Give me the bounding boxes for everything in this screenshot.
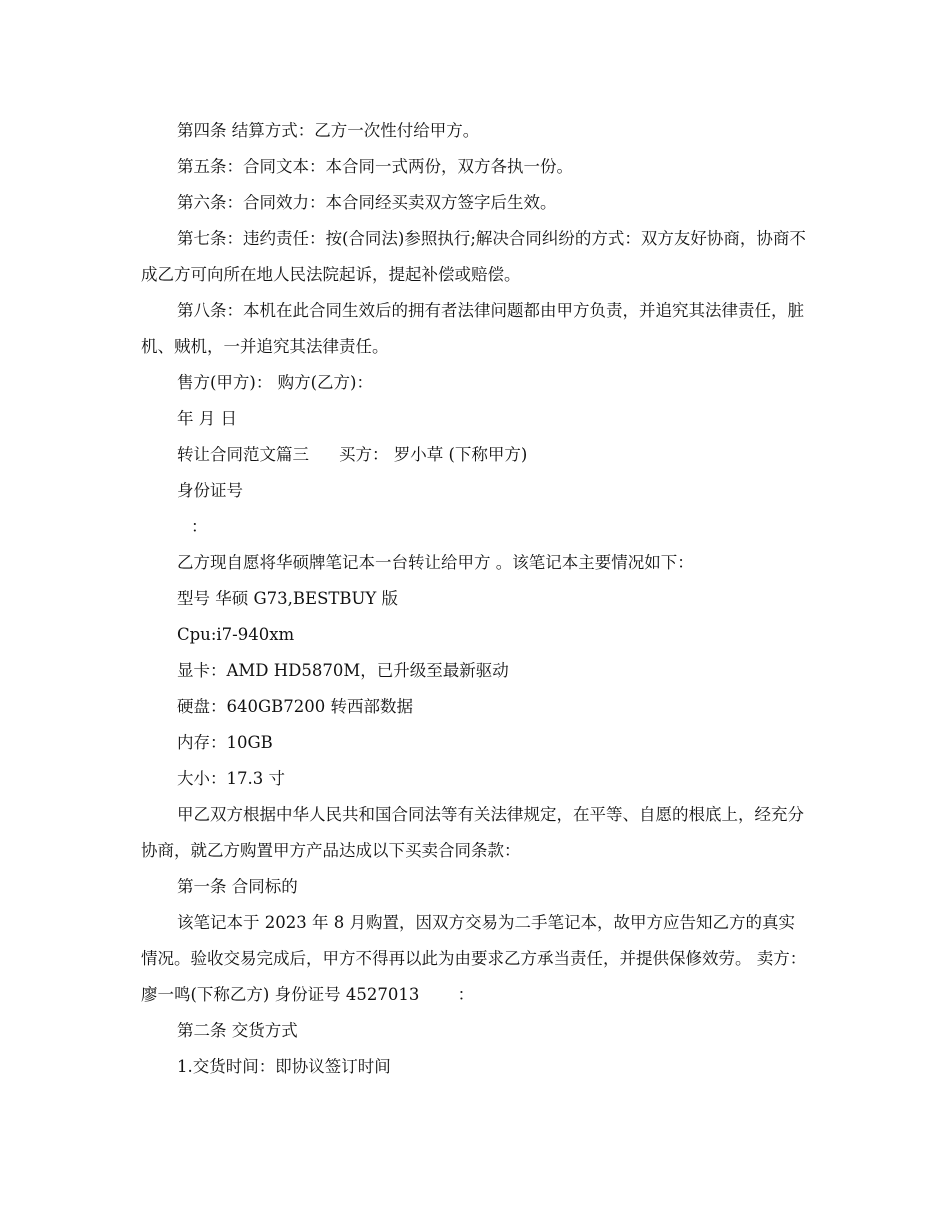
- contract-3-header: [141, 437, 811, 473]
- signature-line: 售方(甲方)： 购方(乙方)：: [177, 373, 373, 392]
- article-6: 第六条：合同效力：本合同经买卖双方签字后生效。: [177, 193, 557, 212]
- article-5: 第五条：合同文本：本合同一式两份，双方各执一份。: [177, 157, 573, 176]
- contract-3-title: 转让合同范文篇三: [177, 445, 309, 464]
- spec-ram: 内存：10GB: [177, 733, 273, 752]
- article-8: 第八条：本机在此合同生效后的拥有者法律问题都由甲方负责，并追究其法律责任，脏机、贼机，一并追究其法律责任。: [141, 301, 804, 356]
- article-1-heading: 第一条 合同标的: [177, 877, 298, 896]
- spec-disk: 硬盘：640GB7200 转西部数据: [177, 697, 414, 716]
- delivery-time: 1.交货时间：即协议签订时间: [177, 1057, 391, 1076]
- document-body: [141, 113, 811, 1085]
- spec-model: 型号 华硕 G73,BESTBUY 版: [177, 589, 399, 608]
- article-2-heading: 第二条 交货方式: [177, 1021, 298, 1040]
- buyer-line: 买方： 罗小草 (下称甲方): [339, 445, 528, 464]
- spec-gpu: 显卡：AMD HD5870M，已升级至最新驱动: [177, 661, 509, 680]
- subject-paragraph: 该笔记本于 2023 年 8 月购置，因双方交易为二手笔记本，故甲方应告知乙方的真实情况。验收交易完成后，甲方不得再以此为由要求乙方承当责任，并提供保修效劳。 卖方： 廖一鸣(下称乙方) 身份证号 4527013 ：: [141, 913, 812, 1004]
- article-7: 第七条：违约责任：按(合同法)参照执行;解决合同纠纷的方式：双方友好协商，协商不成乙方可向所在地人民法院起诉，提起补偿或赔偿。: [141, 229, 806, 284]
- id-number-colon: ：: [191, 517, 208, 536]
- date-line: 年 月 日: [177, 409, 237, 428]
- article-4: 第四条 结算方式：乙方一次性付给甲方。: [177, 121, 480, 140]
- id-number-label: 身份证号: [177, 481, 243, 500]
- intro-line: 乙方现自愿将华硕牌笔记本一台转让给甲方 。该笔记本主要情况如下：: [177, 553, 694, 572]
- spec-cpu: Cpu:i7-940xm: [177, 625, 295, 644]
- legal-basis-paragraph: 甲乙双方根据中华人民共和国合同法等有关法律规定，在平等、自愿的根底上，经充分协商，就乙方购置甲方产品达成以下买卖合同条款：: [141, 805, 804, 860]
- spec-size: 大小：17.3 寸: [177, 769, 285, 788]
